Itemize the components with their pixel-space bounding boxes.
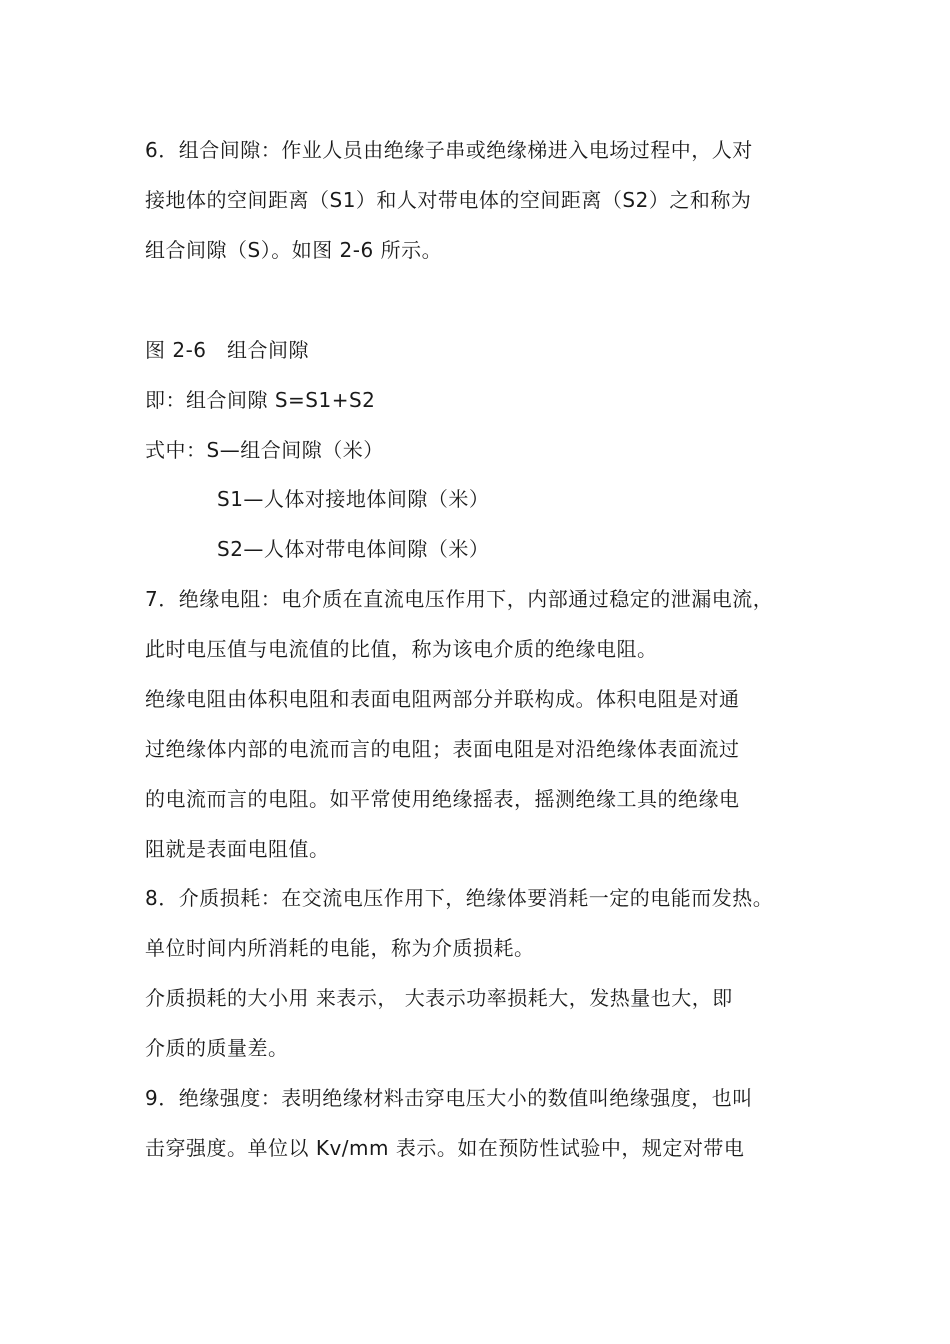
paragraph-7b-line-2: 过绝缘体内部的电流而言的电阻；表面电阻是对沿绝缘体表面流过	[145, 737, 740, 761]
figure-caption: 图 2-6 组合间隙	[145, 338, 310, 362]
paragraph-6-line-3: 组合间隙（S）。如图 2-6 所示。	[145, 238, 443, 262]
formula-legend-s2: S2—人体对带电体间隙（米）	[217, 537, 490, 561]
formula-legend-s: 式中：S—组合间隙（米）	[145, 438, 384, 462]
paragraph-7b-line-4: 阻就是表面电阻值。	[145, 837, 330, 861]
paragraph-7-line-2: 此时电压值与电流值的比值，称为该电介质的绝缘电阻。	[145, 637, 658, 661]
paragraph-8b-line-1: 介质损耗的大小用 来表示， 大表示功率损耗大，发热量也大，即	[145, 986, 733, 1010]
paragraph-7b-line-1: 绝缘电阻由体积电阻和表面电阻两部分并联构成。体积电阻是对通	[145, 687, 740, 711]
paragraph-8-line-1: 8．介质损耗：在交流电压作用下，绝缘体要消耗一定的电能而发热。	[145, 886, 774, 910]
paragraph-9-line-2: 击穿强度。单位以 Kv/mm 表示。如在预防性试验中，规定对带电	[145, 1136, 745, 1160]
formula-line: 即：组合间隙 S=S1+S2	[145, 388, 376, 412]
paragraph-9-line-1: 9．绝缘强度：表明绝缘材料击穿电压大小的数值叫绝缘强度，也叫	[145, 1086, 753, 1110]
paragraph-7b-line-3: 的电流而言的电阻。如平常使用绝缘摇表，摇测绝缘工具的绝缘电	[145, 787, 740, 811]
paragraph-6-line-2: 接地体的空间距离（S1）和人对带电体的空间距离（S2）之和称为	[145, 188, 752, 212]
paragraph-8-line-2: 单位时间内所消耗的电能，称为介质损耗。	[145, 936, 535, 960]
paragraph-6-line-1: 6．组合间隙：作业人员由绝缘子串或绝缘梯进入电场过程中，人对	[145, 138, 753, 162]
paragraph-7-line-1: 7．绝缘电阻：电介质在直流电压作用下，内部通过稳定的泄漏电流，	[145, 587, 774, 611]
paragraph-8b-line-2: 介质的质量差。	[145, 1036, 289, 1060]
formula-legend-s1: S1—人体对接地体间隙（米）	[217, 487, 490, 511]
